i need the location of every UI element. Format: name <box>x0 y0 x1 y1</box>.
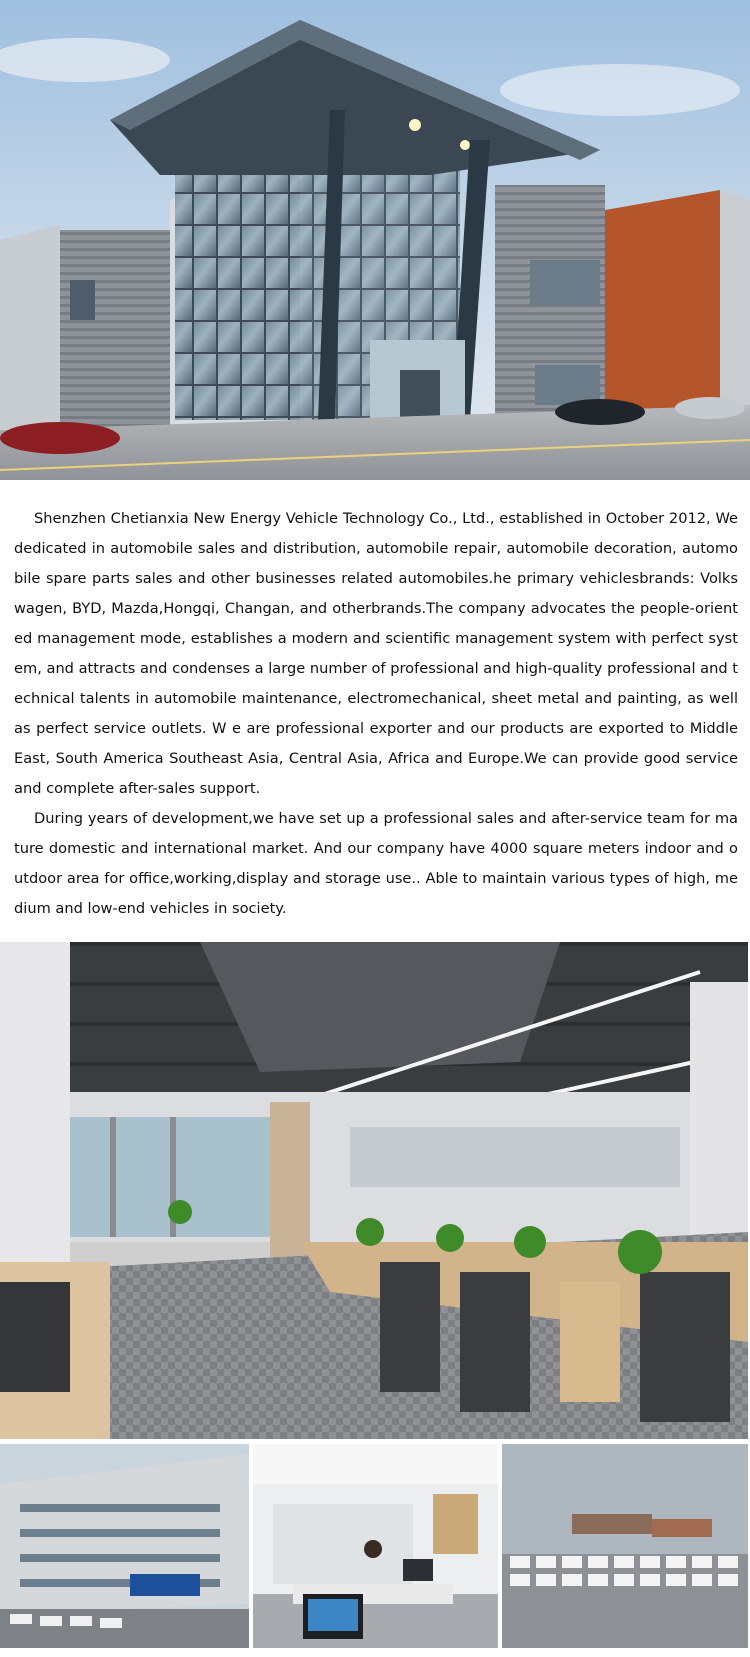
office-photo <box>0 942 748 1439</box>
building-photo <box>0 0 750 480</box>
intro-paragraph-2: During years of development,we have set up a professional sales and after-service team for mature domestic and international market. And our company have 4000 square meters indoor and outdoor area for office,working,display and storage use.. Able to maintain various types of high, medium and low-end vehicles in society. <box>14 810 738 917</box>
intro-paragraph-1: Shenzhen Chetianxia New Energy Vehicle Technology Co., Ltd., established in October 2012, We dedicated in automobile sales and distribution, automobile repair, automobile decoration, automobile spare parts sales and other businesses related automobiles.he primary vehiclesbrands: Volkswagen, BYD, Mazda,Hongqi, Changan, and otherbrands.The company advocates the people-oriented management mode, establishes a modern and scientific management system with perfect system, and attracts and condenses a large number of professional and high-quality professional and technical talents in automobile maintenance, electromechanical, sheet metal and painting, as well as perfect service outlets. W e are professional exporter and our products are exported to Middle East, South America Southeast Asia, Central Asia, Africa and Europe.We can provide good service and complete after-sales support. <box>14 510 738 797</box>
company-intro <box>14 504 738 924</box>
office-desks-photo <box>253 1444 498 1648</box>
factory-building-photo <box>0 1444 249 1648</box>
vehicle-lot-photo <box>502 1444 748 1648</box>
photo-strip <box>0 1444 748 1648</box>
